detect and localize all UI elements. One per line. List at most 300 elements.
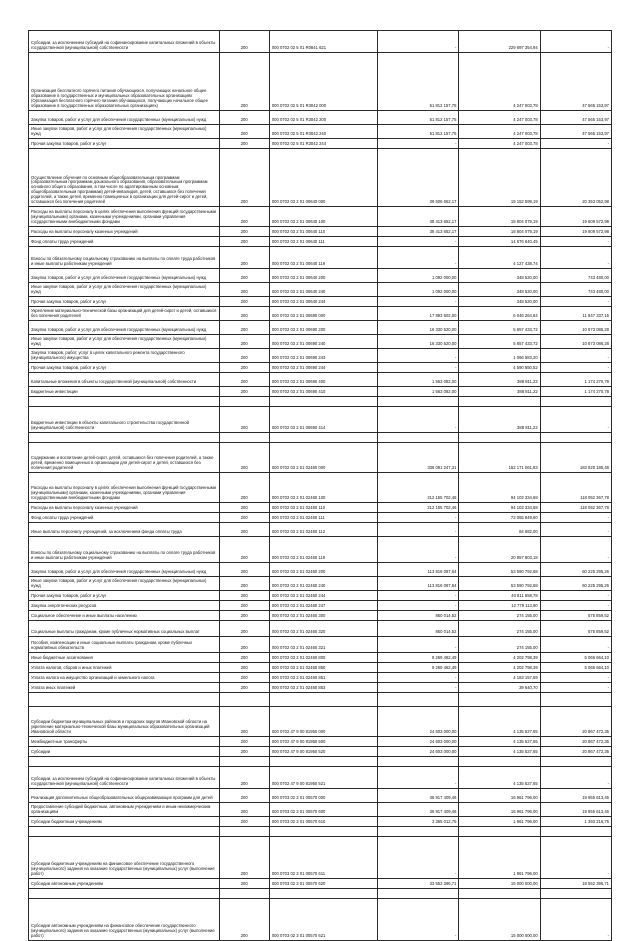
row-name: Иные выплаты персоналу учреждений, за исключением фонда оплаты труда: [29, 523, 220, 537]
table-row: [29, 601, 612, 611]
row-unexecuted: 20 353 052,98: [540, 149, 611, 207]
row-executed: 274 155,00: [459, 611, 540, 621]
row-unexecuted: -: [540, 31, 611, 53]
row-name: Иные закупки товаров, работ и услуг для обеспечения государственных (муниципальных) нужд: [29, 577, 220, 591]
table-row: [29, 537, 612, 563]
row-name: Закупка товаров, работ и услуг для обеспечения государственных (муниципальных) нужд: [29, 111, 220, 125]
row-approved: 1 563 082,00: [378, 373, 459, 387]
table-body: [29, 31, 612, 941]
row-unexecuted: -: [540, 523, 611, 537]
row-unexecuted: -: [540, 407, 611, 433]
row-executed: 4 202 798,39: [459, 653, 540, 663]
row-kbk: 000 0702 03 2 01 02460 300: [269, 611, 377, 621]
row-approved: 24 603 000,00: [378, 737, 459, 747]
row-unexecuted: -: [540, 297, 611, 307]
row-unexecuted: 1 174 270,78: [540, 387, 611, 397]
empty-cell: [29, 397, 220, 407]
row-executed: 16 961 796,00: [459, 789, 540, 803]
row-code: 200: [219, 297, 269, 307]
row-code: 200: [219, 879, 269, 889]
row-name: Бюджетные инвестиции: [29, 387, 220, 397]
row-code: 200: [219, 227, 269, 237]
row-approved: -: [378, 407, 459, 433]
empty-cell: [540, 693, 611, 707]
row-kbk: 000 0702 03 2 01 00640 111: [269, 237, 377, 247]
row-approved: -: [378, 247, 459, 269]
empty-cell: [459, 433, 540, 443]
row-kbk: 000 0702 02 5 01 R3042 200: [269, 111, 377, 125]
table-row: [29, 611, 612, 621]
row-kbk: 000 0702 03 2 01 00640 119: [269, 247, 377, 269]
row-unexecuted: -: [540, 247, 611, 269]
empty-cell: [378, 397, 459, 407]
table-row: [29, 683, 612, 693]
empty-cell: [219, 889, 269, 899]
empty-cell: [540, 397, 611, 407]
row-name: Уплата иных платежей: [29, 683, 220, 693]
row-name: Прочая закупка товаров, работ и услуг: [29, 363, 220, 373]
row-unexecuted: 118 052 367,78: [540, 473, 611, 503]
table-row: [29, 817, 612, 827]
table-row: [29, 837, 612, 879]
row-approved: -: [378, 683, 459, 693]
row-code: 200: [219, 269, 269, 283]
row-unexecuted: -: [540, 601, 611, 611]
row-unexecuted: -: [540, 139, 611, 149]
row-kbk: 000 0702 03 2 01 02460 851: [269, 673, 377, 683]
table-row: [29, 349, 612, 363]
row-name: Капитальные вложения в объекты государственной (муниципальной) собственности: [29, 373, 220, 387]
row-approved: 850 014,52: [378, 621, 459, 637]
row-kbk: 000 0702 03 2 01 02460 244: [269, 591, 377, 601]
table-row: [29, 879, 612, 889]
row-executed: 18 804 079,19: [459, 207, 540, 227]
row-approved: -: [378, 363, 459, 373]
spacer-row: [29, 827, 612, 837]
row-executed: 73 065 849,60: [459, 513, 540, 523]
row-unexecuted: -: [540, 513, 611, 523]
table-row: [29, 297, 612, 307]
row-kbk: 000 0702 03 2 01 02460 100: [269, 473, 377, 503]
row-executed: 388 811,22: [459, 407, 540, 433]
table-row: [29, 707, 612, 737]
row-name: Социальные выплаты гражданам, кроме публичных нормативных социальных выплат: [29, 621, 220, 637]
row-approved: 38 413 652,17: [378, 207, 459, 227]
row-kbk: 000 0702 03 2 01 00690 410: [269, 387, 377, 397]
table-row: [29, 387, 612, 397]
row-name: Предоставление субсидий бюджетным, автономным учреждениям и иным некоммерческим организациям: [29, 803, 220, 817]
empty-cell: [269, 889, 377, 899]
row-approved: -: [378, 673, 459, 683]
row-kbk: 000 0702 03 2 01 02460 850: [269, 663, 377, 673]
row-name: Иные закупки товаров, работ и услуг для обеспечения государственных (муниципальных) нужд: [29, 335, 220, 349]
row-unexecuted: 60 225 295,26: [540, 563, 611, 577]
row-name: Взносы по обязательному социальному страхованию на выплаты по оплате труда работников и иные выплаты работникам учреждений: [29, 537, 220, 563]
table-row: [29, 663, 612, 673]
empty-cell: [540, 757, 611, 767]
row-name: Пособия, компенсации и иные социальные выплаты гражданам, кроме публичных нормативных обязательств: [29, 637, 220, 653]
row-kbk: 000 0702 03 2 01 00690 400: [269, 373, 377, 387]
row-name: Иные закупки товаров, работ и услуг для обеспечения государственных (муниципальных) нужд: [29, 283, 220, 297]
row-executed: 84 682,00: [459, 523, 540, 537]
row-approved: 850 014,52: [378, 611, 459, 621]
row-name: Взносы по обязательному социальному страхованию на выплаты по оплате труда работников и иные выплаты работникам учреждений: [29, 247, 220, 269]
table-row: [29, 247, 612, 269]
row-code: 200: [219, 577, 269, 591]
row-kbk: 000 0702 03 2 01 00640 200: [269, 269, 377, 283]
table-row: [29, 373, 612, 387]
row-executed: 348 520,00: [459, 297, 540, 307]
row-code: 200: [219, 683, 269, 693]
row-name: Иные бюджетные ассигнования: [29, 653, 220, 663]
row-approved: 51 812 157,75: [378, 111, 459, 125]
row-executed: 19 152 599,19: [459, 149, 540, 207]
row-kbk: 000 0702 03 2 01 00690 240: [269, 335, 377, 349]
table-row: [29, 111, 612, 125]
table-row: [29, 767, 612, 789]
empty-cell: [269, 693, 377, 707]
table-row: [29, 335, 612, 349]
row-executed: 40 811 658,78: [459, 591, 540, 601]
row-name: Субсидии, за исключением субсидий на софинансирование капитальных вложений в объекты государственной (муниципальной) собственности: [29, 767, 220, 789]
row-kbk: 000 0703 02 3 01 00570 000: [269, 789, 377, 803]
row-approved: -: [378, 899, 459, 941]
empty-cell: [29, 433, 220, 443]
row-name: Субсидии бюджетным учреждениям на финансовое обеспечение государственного (муниципального) задания на оказание государственных (муниципальных) услуг (выполнение работ): [29, 837, 220, 879]
row-kbk: 000 0702 47 9 00 81950 520: [269, 747, 377, 757]
row-code: 200: [219, 837, 269, 879]
row-kbk: 000 0702 03 2 01 00690 200: [269, 321, 377, 335]
table-row: [29, 503, 612, 513]
row-name: Реализация дополнительных общеобразовательных общеразвивающих программ для детей: [29, 789, 220, 803]
empty-cell: [269, 827, 377, 837]
row-code: 200: [219, 663, 269, 673]
row-kbk: 000 0702 03 2 01 02460 320: [269, 621, 377, 637]
row-code: 200: [219, 707, 269, 737]
row-approved: 17 893 602,00: [378, 307, 459, 321]
row-approved: 212 155 702,46: [378, 473, 459, 503]
row-name: Социальное обеспечение и иные выплаты населению: [29, 611, 220, 621]
row-unexecuted: 10 673 086,28: [540, 335, 611, 349]
row-unexecuted: -: [540, 767, 611, 789]
row-name: Прочая закупка товаров, работ и услуг: [29, 591, 220, 601]
row-name: Межбюджетные трансферты: [29, 737, 220, 747]
row-executed: 15 000 000,00: [459, 899, 540, 941]
table-row: [29, 227, 612, 237]
row-name: Расходы на выплаты персоналу казенных учреждений: [29, 227, 220, 237]
row-kbk: 000 0703 02 3 01 00570 600: [269, 803, 377, 817]
row-approved: -: [378, 637, 459, 653]
empty-cell: [459, 397, 540, 407]
row-unexecuted: 5 066 664,10: [540, 653, 611, 663]
table-row: [29, 737, 612, 747]
row-code: 200: [219, 737, 269, 747]
row-executed: 94 103 334,68: [459, 473, 540, 503]
row-unexecuted: 5 066 664,10: [540, 663, 611, 673]
row-executed: 348 520,00: [459, 283, 540, 297]
row-code: 200: [219, 321, 269, 335]
row-code: 200: [219, 237, 269, 247]
row-kbk: 000 0702 03 2 01 02460 247: [269, 601, 377, 611]
row-kbk: 000 0702 03 2 01 00640 100: [269, 207, 377, 227]
row-unexecuted: 118 052 367,78: [540, 503, 611, 513]
empty-cell: [378, 827, 459, 837]
row-approved: 36 917 409,46: [378, 789, 459, 803]
row-kbk: 000 0702 03 2 01 02460 111: [269, 513, 377, 523]
table-row: [29, 207, 612, 227]
row-approved: 24 603 000,00: [378, 747, 459, 757]
row-executed: 53 590 792,68: [459, 563, 540, 577]
row-unexecuted: -: [540, 673, 611, 683]
table-row: [29, 673, 612, 683]
table-row: [29, 803, 612, 817]
row-kbk: 000 0702 03 2 01 02460 240: [269, 577, 377, 591]
row-approved: -: [378, 513, 459, 523]
row-executed: 388 811,22: [459, 387, 540, 397]
row-code: 200: [219, 747, 269, 757]
row-name: Содержание и воспитание детей-сирот, детей, оставшихся без попечения родителей, а также детей, временно помещенных в организации для детей-сирот и детей, оставшихся без попечения родителей: [29, 443, 220, 473]
row-code: 200: [219, 283, 269, 297]
row-code: 200: [219, 767, 269, 789]
row-code: 200: [219, 513, 269, 523]
row-unexecuted: -: [540, 837, 611, 879]
row-code: 200: [219, 621, 269, 637]
table-row: [29, 237, 612, 247]
empty-cell: [29, 889, 220, 899]
row-executed: 4 590 850,52: [459, 363, 540, 373]
spacer-row: [29, 433, 612, 443]
row-name: Расходы на выплаты персоналу казенных учреждений: [29, 503, 220, 513]
empty-cell: [459, 827, 540, 837]
row-kbk: 000 0702 03 2 01 02460 119: [269, 537, 377, 563]
row-approved: 9 269 462,49: [378, 663, 459, 673]
row-code: 200: [219, 443, 269, 473]
table-row: [29, 747, 612, 757]
row-name: Прочая закупка товаров, работ и услуг: [29, 139, 220, 149]
row-name: Закупка товаров, работ, услуг в целях капитального ремонта государственного (муниципального) имущества: [29, 349, 220, 363]
row-approved: 16 330 520,00: [378, 321, 459, 335]
empty-cell: [269, 433, 377, 443]
row-name: Расходы на выплаты персоналу в целях обеспечения выполнения функций государственными (муниципальными) органами, казенными учреждениями, органами управления государственными внебюджетными фондами: [29, 473, 220, 503]
empty-cell: [219, 757, 269, 767]
row-unexecuted: 19 955 613,46: [540, 803, 611, 817]
row-approved: 113 816 087,64: [378, 563, 459, 577]
row-approved: 51 812 157,75: [378, 125, 459, 139]
row-unexecuted: -: [540, 349, 611, 363]
row-kbk: 000 0703 02 3 01 00570 621: [269, 899, 377, 941]
empty-cell: [540, 433, 611, 443]
row-executed: 1 066 583,20: [459, 349, 540, 363]
table-row: [29, 789, 612, 803]
row-kbk: 000 0702 03 2 01 00640 110: [269, 227, 377, 237]
row-executed: 15 000 000,00: [459, 879, 540, 889]
row-code: 200: [219, 307, 269, 321]
row-approved: 9 269 462,49: [378, 653, 459, 663]
row-unexecuted: -: [540, 591, 611, 601]
row-executed: 1 961 796,00: [459, 837, 540, 879]
row-name: Уплата налогов, сборов и иных платежей: [29, 663, 220, 673]
row-code: 200: [219, 523, 269, 537]
table-row: [29, 591, 612, 601]
row-executed: 1 961 796,00: [459, 817, 540, 827]
row-unexecuted: 47 565 153,97: [540, 125, 611, 139]
row-name: Бюджетные инвестиции в объекты капитального строительства государственной (муниципальной) собственности: [29, 407, 220, 433]
row-approved: -: [378, 237, 459, 247]
row-executed: 4 247 003,78: [459, 139, 540, 149]
table-row: [29, 53, 612, 111]
row-code: 200: [219, 407, 269, 433]
row-name: Прочая закупка товаров, работ и услуг: [29, 297, 220, 307]
row-kbk: 000 0702 47 9 00 81950 500: [269, 737, 377, 747]
row-unexecuted: -: [540, 683, 611, 693]
row-code: 200: [219, 387, 269, 397]
row-kbk: 000 0702 47 9 00 81950 521: [269, 767, 377, 789]
table-row: [29, 653, 612, 663]
row-approved: -: [378, 537, 459, 563]
empty-cell: [540, 827, 611, 837]
row-kbk: 000 0702 02 5 01 R0841 621: [269, 31, 377, 53]
row-code: 200: [219, 139, 269, 149]
row-code: 200: [219, 503, 269, 513]
table-row: [29, 621, 612, 637]
row-name: Фонд оплаты труда учреждений: [29, 237, 220, 247]
table-row: [29, 473, 612, 503]
row-code: 200: [219, 31, 269, 53]
row-unexecuted: 60 225 295,26: [540, 577, 611, 591]
row-name: Субсидии, за исключением субсидий на софинансирование капитальных вложений в объекты государственной (муниципальной) собственности: [29, 31, 220, 53]
row-executed: 18 804 079,19: [459, 227, 540, 237]
row-approved: 24 603 000,00: [378, 707, 459, 737]
row-unexecuted: 575 859,52: [540, 611, 611, 621]
row-unexecuted: 20 867 472,35: [540, 737, 611, 747]
row-executed: 152 171 061,83: [459, 443, 540, 473]
row-executed: 14 676 640,45: [459, 237, 540, 247]
row-executed: 16 961 796,00: [459, 803, 540, 817]
row-code: 200: [219, 653, 269, 663]
row-unexecuted: 10 673 086,28: [540, 321, 611, 335]
row-unexecuted: 11 847 337,16: [540, 307, 611, 321]
empty-cell: [269, 397, 377, 407]
row-kbk: 000 0702 03 2 01 00690 414: [269, 407, 377, 433]
row-approved: -: [378, 601, 459, 611]
row-code: 200: [219, 611, 269, 621]
table-row: [29, 637, 612, 653]
row-code: 200: [219, 637, 269, 653]
empty-cell: [219, 827, 269, 837]
row-kbk: 000 0702 03 2 01 00690 243: [269, 349, 377, 363]
row-kbk: 000 0702 47 9 00 81950 000: [269, 707, 377, 737]
row-code: 200: [219, 473, 269, 503]
row-name: Иные закупки товаров, работ и услуг для обеспечения государственных (муниципальных) нужд: [29, 125, 220, 139]
row-unexecuted: 19 609 572,98: [540, 227, 611, 237]
table-row: [29, 31, 612, 53]
row-executed: 4 163 157,69: [459, 673, 540, 683]
row-code: 200: [219, 373, 269, 387]
row-executed: 4 247 003,78: [459, 111, 540, 125]
row-name: Субсидии: [29, 747, 220, 757]
table-row: [29, 363, 612, 373]
row-code: 200: [219, 335, 269, 349]
row-executed: 4 135 527,65: [459, 767, 540, 789]
row-code: 200: [219, 673, 269, 683]
empty-cell: [219, 433, 269, 443]
row-approved: -: [378, 837, 459, 879]
row-name: Фонд оплаты труда учреждений: [29, 513, 220, 523]
table-row: [29, 139, 612, 149]
row-approved: 3 365 012,75: [378, 817, 459, 827]
row-executed: 39 640,70: [459, 683, 540, 693]
row-code: 200: [219, 899, 269, 941]
row-executed: 274 155,00: [459, 621, 540, 637]
row-approved: 33 552 396,71: [378, 879, 459, 889]
row-code: 200: [219, 563, 269, 577]
row-executed: 4 135 527,65: [459, 747, 540, 757]
row-kbk: 000 0702 03 2 01 02460 112: [269, 523, 377, 537]
row-code: 200: [219, 149, 269, 207]
row-code: 200: [219, 601, 269, 611]
row-name: Закупка товаров, работ и услуг для обеспечения государственных (муниципальных) нужд: [29, 321, 220, 335]
spacer-row: [29, 693, 612, 707]
row-kbk: 000 0702 02 5 01 R3042 000: [269, 53, 377, 111]
row-name: Субсидии автономным учреждениям: [29, 879, 220, 889]
empty-cell: [378, 757, 459, 767]
row-code: 200: [219, 207, 269, 227]
row-kbk: 000 0702 03 2 01 02460 853: [269, 683, 377, 693]
row-executed: 20 957 803,18: [459, 537, 540, 563]
row-approved: -: [378, 767, 459, 789]
row-unexecuted: 19 609 572,98: [540, 207, 611, 227]
row-kbk: 000 0702 03 2 01 00640 244: [269, 297, 377, 307]
row-executed: 274 155,00: [459, 637, 540, 653]
row-code: 200: [219, 349, 269, 363]
row-code: 200: [219, 111, 269, 125]
row-code: 200: [219, 363, 269, 373]
row-kbk: 000 0702 03 2 01 02460 110: [269, 503, 377, 513]
budget-report-page: [28, 30, 612, 941]
row-name: Закупка энергетических ресурсов: [29, 601, 220, 611]
row-unexecuted: 47 565 153,97: [540, 111, 611, 125]
row-executed: 388 811,22: [459, 373, 540, 387]
table-row: [29, 321, 612, 335]
empty-cell: [459, 889, 540, 899]
empty-cell: [459, 693, 540, 707]
row-approved: -: [378, 297, 459, 307]
row-unexecuted: 20 867 472,35: [540, 747, 611, 757]
row-code: 200: [219, 53, 269, 111]
row-unexecuted: 575 859,52: [540, 621, 611, 637]
row-approved: -: [378, 31, 459, 53]
spacer-row: [29, 397, 612, 407]
row-kbk: 000 0702 03 2 01 02460 800: [269, 653, 377, 663]
empty-cell: [378, 889, 459, 899]
row-approved: 51 812 157,75: [378, 53, 459, 111]
row-approved: 38 413 652,17: [378, 227, 459, 237]
table-row: [29, 125, 612, 139]
row-unexecuted: -: [540, 899, 611, 941]
row-kbk: 000 0702 03 2 01 00690 000: [269, 307, 377, 321]
row-unexecuted: 183 920 185,48: [540, 443, 611, 473]
row-code: 200: [219, 803, 269, 817]
table-row: [29, 269, 612, 283]
row-executed: 4 135 527,65: [459, 737, 540, 747]
row-name: Осуществление обучения по основным общеобразовательным программам (образовательным программам дошкольного образования, образовательным программам основного общего образования, в том числе по адаптированным основным общеобразовательным программам) детей-инвалидов, детей, оставшихся без попечения родителей, а также детей, временно помещенных в организации для детей-сирот и детей, оставшихся без попечения родителей: [29, 149, 220, 207]
row-code: 200: [219, 125, 269, 139]
row-unexecuted: 743 480,00: [540, 283, 611, 297]
empty-cell: [29, 693, 220, 707]
row-name: Субсидии бюджетным учреждениям: [29, 817, 220, 827]
row-kbk: 000 0702 03 2 01 00690 244: [269, 363, 377, 373]
row-name: Закупка товаров, работ и услуг для обеспечения государственных (муниципальных) нужд: [29, 563, 220, 577]
